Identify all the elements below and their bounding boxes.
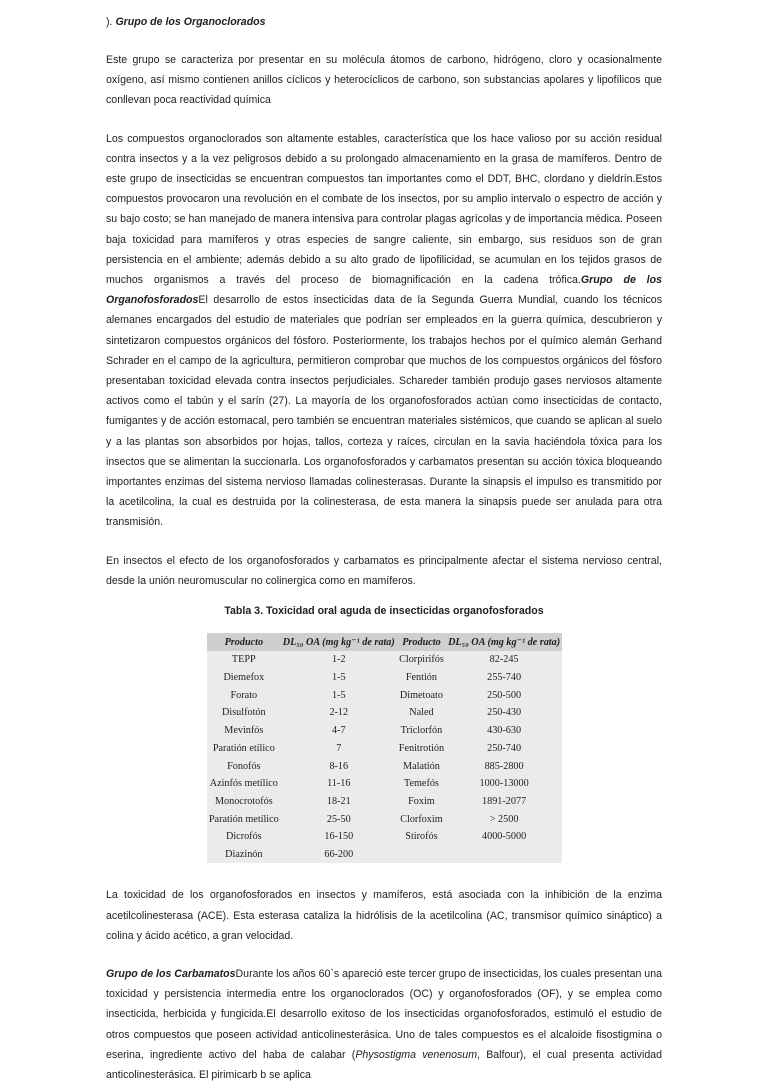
cell-producto: Clorfoxim [400,813,443,825]
table-row [207,686,562,704]
cell-producto: Azinfós metílico [209,778,278,790]
cell-dl50: 16-150 [324,831,354,843]
cell-dl50: 1891-2077 [482,795,527,807]
cell-producto: Forato [230,689,258,701]
header-dl50: DL₅₀ OA (mg kg⁻¹ de rata) [446,633,562,651]
cell-producto: Clorpirifós [399,654,444,666]
cell-producto [397,846,446,864]
cell-producto: Dicrofós [225,831,262,843]
cell-dl50 [446,846,562,864]
table-row [207,740,562,758]
cell-dl50: 1-2 [331,654,346,666]
paragraph-text: , Balfour), el cual presenta actividad anticolinesterásica. El pirimicarb b se aplica [106,1048,662,1081]
header-producto: Producto [207,633,281,651]
species-name: Physostigma venenosum [355,1048,478,1061]
header-producto: Producto [397,633,446,651]
cell-producto: TEPP [231,654,256,666]
cell-dl50: 250-500 [487,689,522,701]
cell-producto: Malatión [403,760,440,772]
cell-dl50: > 2500 [489,813,519,825]
cell-dl50: 8-16 [329,760,349,772]
table-title: Tabla 3. Toxicidad oral aguda de insecticidas organofosforados [224,605,544,618]
cell-producto: Paratión etílico [212,742,275,754]
cell-dl50: 11-16 [327,778,351,790]
cell-producto: Stirofós [405,831,438,843]
cell-producto: Monocrotofós [214,795,273,807]
cell-producto: Fonofós [227,760,261,772]
cell-producto: Foxim [408,795,435,807]
cell-producto: Paratión metílico [208,813,279,825]
paragraph-text: Los compuestos organoclorados son altamente estables, característica que los hace valioso por su acción residual contra insectos y a la vez peligrosos debido a su prolongado almacenamiento en la grasa de mamíferos. Dentro de este grupo de insecticidas se encuentran compuestos tan importantes como el DDT, BHC, clordano y dieldrín.Estos compuestos provocaron una revolución en el combate de los insectos, por su amplio intervalo o espectro de acción y su bajo costo; se han manejado de manera intensiva para controlar plagas agrícolas y de importancia médica. Poseen baja toxicidad para mamíferos y otras especies de sangre caliente, sin embargo, sus residuos son de gran persistencia en el ambiente; además debido a su alto grado de lipofilicidad, se acumulan en los tejidos grasos de muchos organismos a través del proceso de biomagnificación en la cadena trófica. [106,132,662,287]
cell-dl50: 18-21 [326,795,351,807]
cell-producto: Fenitrotión [398,742,445,754]
spacer [106,533,662,551]
spacer [106,32,662,50]
cell-dl50: 66-200 [324,848,354,860]
cell-producto: Triclorfón [400,725,443,737]
cell-dl50: 430-630 [487,725,522,737]
table-row [207,722,562,740]
heading-prefix: ). [106,16,113,28]
inline-heading-carbamatos: Grupo de los Carbamatos [106,967,236,980]
paragraph-organoclorados-organofosforados [106,129,662,533]
cell-producto: Dimetoato [399,689,443,701]
cell-dl50: 885-2800 [484,760,524,772]
toxicity-table [207,633,562,863]
cell-producto: Mevinfós [224,725,264,737]
paragraph-organoclorados-intro: Este grupo se caracteriza por presentar en su molécula átomos de carbono, hidrógeno, cloro y ocasionalmente oxígeno, así mismo contienen anillos cíclicos y heterocíclicos de carbono, son substancias apolares y lipofílicos que conllevan poca reactividad química [106,54,662,107]
paragraph-text: Durante los años 60`s apareció este tercer grupo de insecticidas, los cuales presentan una toxicidad y persistencia intermedia entre los organoclorados (OC) y organofosforados (OF), y se emplea como insecticida, herbicida y fungicida.El desarrollo exitoso de los insecticidas organofosforados, estimuló el estudio de otros compuestos que poseen actividad anticolinesterásica. Uno de tales compuestos es el alcaloide fisostigmina o eserina, ingrediente activo del haba de calabar ( [106,967,662,1061]
cell-producto: Diemefox [223,672,265,684]
table-row [207,793,562,811]
cell-dl50: 4000-5000 [482,831,527,843]
cell-dl50: 1-5 [331,672,346,684]
spacer [106,863,662,885]
table-header-row [207,633,562,651]
table-wrapper [106,633,662,863]
paragraph-toxicidad-ace: La toxicidad de los organofosforados en insectos y mamíferos, está asociada con la inhibición de la enzima acetilcolinesterasa (ACE). Esta esterasa cataliza la hidrólisis de la acetilcolina (AC, transmisor químico sináptico) a colina y ácido acético, a gran velocidad. [106,889,662,942]
inline-heading-organofosforados: Grupo de los Organofosforados [106,274,662,307]
heading-title: Grupo de los Organoclorados [115,16,266,28]
table-row [207,775,562,793]
paragraph-text: El desarrollo de estos insecticidas data de la Segunda Guerra Mundial, cuando los técnicos alemanes encargados del estudio de materiales que podrían ser empleados en la guerra química, descubrieron y sintetizaron compuestos orgánicos del fósforo. Posteriormente, los trabajos hechos por el químico alemán Gerhand Schrader en el campo de la agricultura, permitieron comprobar que muchos de los compuestos orgánicos del fósforo presentaban toxicidad elevada contra insectos perjudiciales. Schareder también produjo gases nerviosos altamente activos como el tabún y el sarín (27). La mayoría de los organofosforados actúan como insecticidas de contacto, fumigantes y de acción estomacal, pero también se encuentran materiales sistémicos, que cuando se aplican al suelo y a las plantas son absorbidos por hojas, tallos, corteza y raíces, circulan en la savia haciéndola tóxica para los insectos que se alimentan la succionarla. Los organofosforados y carbamatos presentan su acción tóxica bloqueando importantes enzimas del sistema nervioso llamadas colinesterasas. Durante la sinapsis el impulso es transmitido por la acetilcolina, la cual es destruida por la colinesterasa, de esta manera la sinapsis puede ser anulada para otra transmisión. [106,294,662,529]
table-row [207,810,562,828]
header-dl50: DL₅₀ OA (mg kg⁻¹ de rata) [281,633,397,651]
spacer [106,946,662,964]
cell-dl50: 1-5 [331,689,346,701]
table-row [207,651,562,669]
cell-dl50: 255-740 [487,672,522,684]
cell-producto: Temefós [403,778,439,790]
cell-dl50: 250-430 [487,707,522,719]
paragraph-carbamatos [106,964,662,1085]
table-row [207,757,562,775]
table-row [207,669,562,687]
cell-dl50: 25-50 [326,813,351,825]
cell-producto: Diazinón [225,848,263,860]
cell-producto: Naled [409,707,434,719]
spacer [106,111,662,129]
section-heading-organoclorados [106,12,662,32]
cell-dl50: 1000-13000 [479,778,529,790]
cell-dl50: 4-7 [331,725,346,737]
cell-dl50: 7 [336,742,342,754]
cell-dl50: 250-740 [487,742,522,754]
paragraph-efecto-insectos: En insectos el efecto de los organofosforados y carbamatos es principalmente afectar el sistema nervioso central, desde la unión neuromuscular no colinergica como en mamíferos. [106,554,662,587]
table-row [207,704,562,722]
table-row [207,828,562,846]
cell-dl50: 82-245 [489,654,519,666]
cell-producto: Disulfotón [222,707,266,719]
cell-dl50: 2-12 [329,707,349,719]
table-row [207,846,562,864]
cell-producto: Fentión [405,672,437,684]
